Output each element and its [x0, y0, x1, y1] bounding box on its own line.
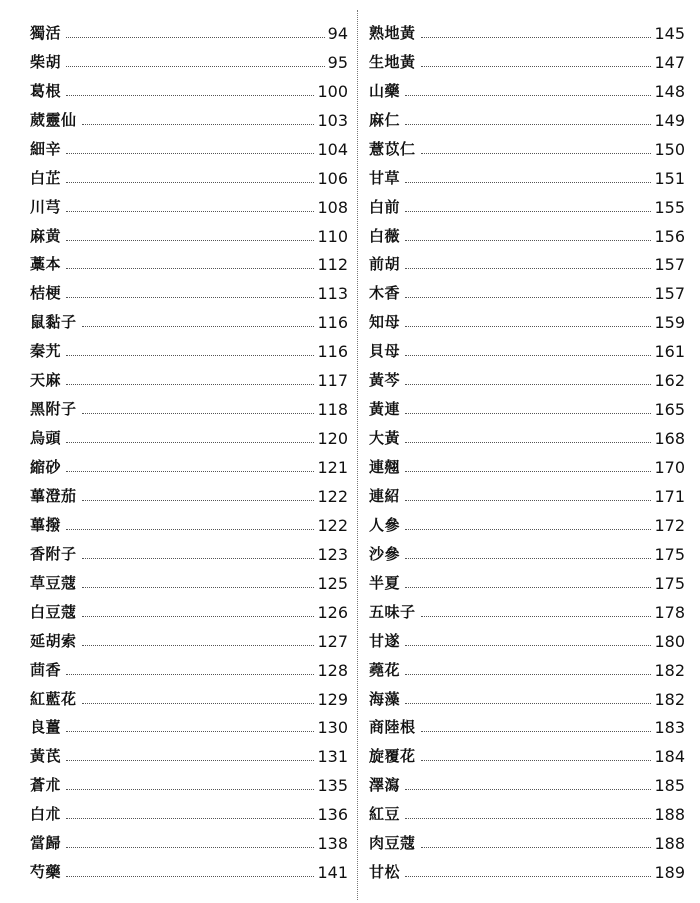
entry-name: 旋覆花 [369, 747, 416, 766]
entry-name: 紅豆 [369, 805, 401, 824]
index-entry [30, 857, 348, 886]
dot-leader [405, 326, 651, 327]
entry-name: 獨活 [30, 23, 62, 42]
dot-leader [66, 818, 314, 819]
index-entry [30, 770, 348, 799]
dot-leader [421, 153, 652, 154]
entry-page-number: 168 [654, 429, 685, 449]
entry-page-number: 123 [317, 544, 348, 564]
dot-leader [82, 703, 315, 704]
entry-name: 熟地黃 [369, 23, 416, 42]
entry-name: 當歸 [30, 834, 62, 853]
dot-leader [405, 703, 651, 704]
dot-leader [405, 876, 651, 877]
entry-page-number: 106 [317, 168, 348, 188]
index-entry [369, 626, 685, 655]
dot-leader [405, 558, 651, 559]
entry-name: 商陸根 [369, 718, 416, 737]
entry-name: 生地黃 [369, 52, 416, 71]
entry-name: 沙參 [369, 544, 401, 563]
entry-page-number: 122 [317, 486, 348, 506]
entry-name: 肉豆蔻 [369, 834, 416, 853]
index-entry [369, 47, 685, 76]
index-entry [30, 134, 348, 163]
entry-name: 貝母 [369, 342, 401, 361]
index-entry [30, 684, 348, 713]
entry-page-number: 162 [654, 371, 685, 391]
dot-leader [405, 211, 651, 212]
dot-leader [405, 645, 651, 646]
entry-page-number: 157 [654, 284, 685, 304]
entry-page-number: 149 [654, 110, 685, 130]
index-entry [369, 18, 685, 47]
index-entry [30, 47, 348, 76]
entry-name: 山藥 [369, 81, 401, 100]
entry-name: 黑附子 [30, 400, 77, 419]
entry-page-number: 117 [317, 371, 348, 391]
index-entry [30, 365, 348, 394]
index-entry [369, 250, 685, 279]
entry-page-number: 157 [654, 255, 685, 275]
entry-name: 良薑 [30, 718, 62, 737]
dot-leader [405, 268, 651, 269]
entry-page-number: 145 [654, 23, 685, 43]
entry-page-number: 172 [654, 515, 685, 535]
index-entry [369, 105, 685, 134]
index-entry [30, 510, 348, 539]
index-entry [369, 828, 685, 857]
index-entry [30, 597, 348, 626]
entry-name: 半夏 [369, 573, 401, 592]
entry-page-number: 128 [317, 660, 348, 680]
entry-page-number: 120 [317, 429, 348, 449]
dot-leader [66, 240, 314, 241]
index-entry [30, 741, 348, 770]
index-entry [30, 307, 348, 336]
entry-page-number: 103 [317, 110, 348, 130]
entry-name: 澤瀉 [369, 776, 401, 795]
entry-name: 草豆蔻 [30, 573, 77, 592]
index-entry [30, 163, 348, 192]
dot-leader [405, 818, 651, 819]
entry-page-number: 138 [317, 834, 348, 854]
index-entry [369, 741, 685, 770]
index-entry [369, 192, 685, 221]
index-entry [369, 278, 685, 307]
entry-page-number: 178 [654, 602, 685, 622]
entry-page-number: 141 [317, 863, 348, 883]
entry-name: 白前 [369, 197, 401, 216]
entry-page-number: 148 [654, 81, 685, 101]
entry-name: 秦艽 [30, 342, 62, 361]
index-entry [30, 626, 348, 655]
entry-page-number: 184 [654, 747, 685, 767]
index-entry [369, 684, 685, 713]
dot-leader [82, 558, 315, 559]
entry-name: 延胡索 [30, 631, 77, 650]
dot-leader [405, 124, 651, 125]
index-entry [369, 76, 685, 105]
index-entry [369, 568, 685, 597]
index-entry [30, 250, 348, 279]
entry-page-number: 130 [317, 718, 348, 738]
entry-name: 薏苡仁 [369, 139, 416, 158]
entry-page-number: 95 [327, 52, 348, 72]
index-entry [369, 423, 685, 452]
dot-leader [405, 297, 651, 298]
index-entry [30, 394, 348, 423]
entry-name: 麻黄 [30, 226, 62, 245]
entry-page-number: 147 [654, 52, 685, 72]
index-column-left [30, 18, 348, 886]
index-entry [30, 105, 348, 134]
dot-leader [82, 124, 315, 125]
entry-name: 葳靈仙 [30, 110, 77, 129]
index-entry [369, 221, 685, 250]
entry-page-number: 125 [317, 573, 348, 593]
entry-name: 木香 [369, 284, 401, 303]
entry-page-number: 126 [317, 602, 348, 622]
entry-name: 縮砂 [30, 458, 62, 476]
dot-leader [66, 876, 314, 877]
entry-page-number: 116 [317, 342, 348, 362]
index-entry [30, 192, 348, 221]
entry-page-number: 182 [654, 660, 685, 680]
dot-leader [405, 529, 651, 530]
index-entry [369, 394, 685, 423]
index-entry [30, 336, 348, 365]
entry-page-number: 182 [654, 689, 685, 709]
dot-leader [66, 268, 314, 269]
index-entry [369, 857, 685, 886]
dot-leader [405, 789, 651, 790]
dot-leader [82, 616, 315, 617]
dot-leader [82, 587, 315, 588]
index-entry [30, 799, 348, 828]
dot-leader [405, 500, 651, 501]
entry-page-number: 104 [317, 139, 348, 159]
entry-page-number: 122 [317, 515, 348, 535]
dot-leader [82, 326, 315, 327]
dot-leader [66, 66, 325, 67]
entry-page-number: 161 [654, 342, 685, 362]
index-entry [30, 221, 348, 250]
entry-name: 香附子 [30, 544, 77, 563]
dot-leader [405, 413, 651, 414]
index-entry [369, 510, 685, 539]
dot-leader [405, 442, 651, 443]
entry-page-number: 175 [654, 544, 685, 564]
entry-name: 蒼朮 [30, 776, 62, 795]
index-entry [30, 568, 348, 597]
dot-leader [66, 355, 314, 356]
dot-leader [66, 37, 325, 38]
entry-page-number: 116 [317, 313, 348, 333]
dot-leader [66, 442, 314, 443]
entry-name: 白薇 [369, 226, 401, 245]
index-entry [30, 828, 348, 857]
entry-name: 連紹 [369, 486, 401, 505]
entry-name: 柴胡 [30, 52, 62, 71]
entry-page-number: 151 [654, 168, 685, 188]
index-entry [369, 163, 685, 192]
entry-name: 川芎 [30, 197, 62, 216]
dot-leader [66, 789, 314, 790]
dot-leader [82, 645, 315, 646]
entry-page-number: 185 [654, 776, 685, 796]
entry-page-number: 110 [317, 226, 348, 246]
dot-leader [66, 847, 314, 848]
index-entry [30, 452, 348, 481]
entry-name: 黃芪 [30, 747, 62, 766]
entry-page-number: 94 [327, 23, 348, 43]
dot-leader [66, 674, 314, 675]
entry-page-number: 136 [317, 805, 348, 825]
entry-name: 甘草 [369, 168, 401, 187]
dot-leader [405, 384, 651, 385]
index-entry [30, 539, 348, 568]
dot-leader [421, 66, 652, 67]
dot-leader [66, 760, 314, 761]
dot-leader [66, 529, 314, 530]
dot-leader [405, 471, 651, 472]
dot-leader [405, 240, 651, 241]
dot-leader [421, 731, 652, 732]
dot-leader [405, 182, 651, 183]
entry-page-number: 159 [654, 313, 685, 333]
index-entry [30, 278, 348, 307]
entry-name: 蓽澄茄 [30, 486, 77, 505]
entry-name: 甘松 [369, 863, 401, 882]
dot-leader [66, 471, 314, 472]
dot-leader [421, 847, 652, 848]
entry-page-number: 121 [317, 458, 348, 477]
entry-name: 烏頭 [30, 429, 62, 448]
dot-leader [421, 760, 652, 761]
dot-leader [405, 587, 651, 588]
entry-name: 白朮 [30, 805, 62, 824]
entry-page-number: 171 [654, 486, 685, 506]
entry-page-number: 131 [317, 747, 348, 767]
entry-page-number: 127 [317, 631, 348, 651]
index-entry [369, 770, 685, 799]
dot-leader [82, 500, 315, 501]
entry-name: 藁本 [30, 255, 62, 274]
dot-leader [66, 182, 314, 183]
index-entry [369, 336, 685, 365]
entry-page-number: 129 [317, 689, 348, 709]
entry-name: 人參 [369, 515, 401, 534]
entry-name: 蕘花 [369, 660, 401, 679]
entry-page-number: 156 [654, 226, 685, 246]
dot-leader [66, 211, 314, 212]
entry-name: 白芷 [30, 168, 62, 187]
index-entry [369, 307, 685, 336]
entry-name: 葛根 [30, 81, 62, 100]
dot-leader [405, 674, 651, 675]
entry-name: 蓽撥 [30, 515, 62, 534]
entry-name: 前胡 [369, 255, 401, 274]
index-entry [369, 365, 685, 394]
entry-page-number: 183 [654, 718, 685, 738]
dot-leader [405, 95, 651, 96]
entry-name: 紅藍花 [30, 689, 77, 708]
entry-name: 海藻 [369, 689, 401, 708]
dot-leader [405, 355, 651, 356]
entry-name: 桔梗 [30, 284, 62, 303]
entry-page-number: 170 [654, 458, 685, 477]
index-entry [369, 452, 685, 481]
dot-leader [66, 731, 314, 732]
entry-page-number: 108 [317, 197, 348, 217]
entry-page-number: 188 [654, 834, 685, 854]
entry-name: 大黃 [369, 429, 401, 448]
entry-page-number: 165 [654, 400, 685, 420]
index-entry [30, 655, 348, 684]
index-entry [369, 799, 685, 828]
dot-leader [66, 95, 314, 96]
dot-leader [421, 37, 652, 38]
dot-leader [82, 413, 315, 414]
index-column-right [369, 18, 685, 886]
entry-page-number: 112 [317, 255, 348, 275]
index-entry [369, 713, 685, 742]
entry-page-number: 189 [654, 863, 685, 883]
entry-name: 黃連 [369, 400, 401, 419]
entry-name: 麻仁 [369, 110, 401, 129]
dot-leader [421, 616, 652, 617]
entry-name: 芍藥 [30, 863, 62, 882]
entry-name: 連翹 [369, 458, 401, 476]
index-entry [369, 597, 685, 626]
index-entry [369, 539, 685, 568]
entry-page-number: 155 [654, 197, 685, 217]
entry-page-number: 113 [317, 284, 348, 304]
entry-page-number: 150 [654, 139, 685, 159]
entry-name: 甘遂 [369, 631, 401, 650]
entry-name: 茴香 [30, 660, 62, 679]
index-entry [369, 655, 685, 684]
index-entry [30, 713, 348, 742]
index-entry [369, 481, 685, 510]
dot-leader [66, 153, 314, 154]
entry-name: 黃芩 [369, 371, 401, 390]
entry-name: 五味子 [369, 602, 416, 621]
entry-page-number: 118 [317, 400, 348, 420]
column-divider [357, 10, 358, 900]
index-entry [30, 18, 348, 47]
entry-page-number: 100 [317, 81, 348, 101]
index-entry [30, 423, 348, 452]
index-entry [369, 134, 685, 163]
entry-page-number: 188 [654, 805, 685, 825]
entry-name: 知母 [369, 313, 401, 332]
entry-name: 白豆蔻 [30, 602, 77, 621]
index-entry [30, 76, 348, 105]
dot-leader [66, 384, 314, 385]
entry-name: 細辛 [30, 139, 62, 158]
dot-leader [66, 297, 314, 298]
entry-name: 鼠黏子 [30, 313, 77, 332]
entry-page-number: 175 [654, 573, 685, 593]
entry-page-number: 180 [654, 631, 685, 651]
index-entry [30, 481, 348, 510]
entry-page-number: 135 [317, 776, 348, 796]
entry-name: 天麻 [30, 371, 62, 390]
